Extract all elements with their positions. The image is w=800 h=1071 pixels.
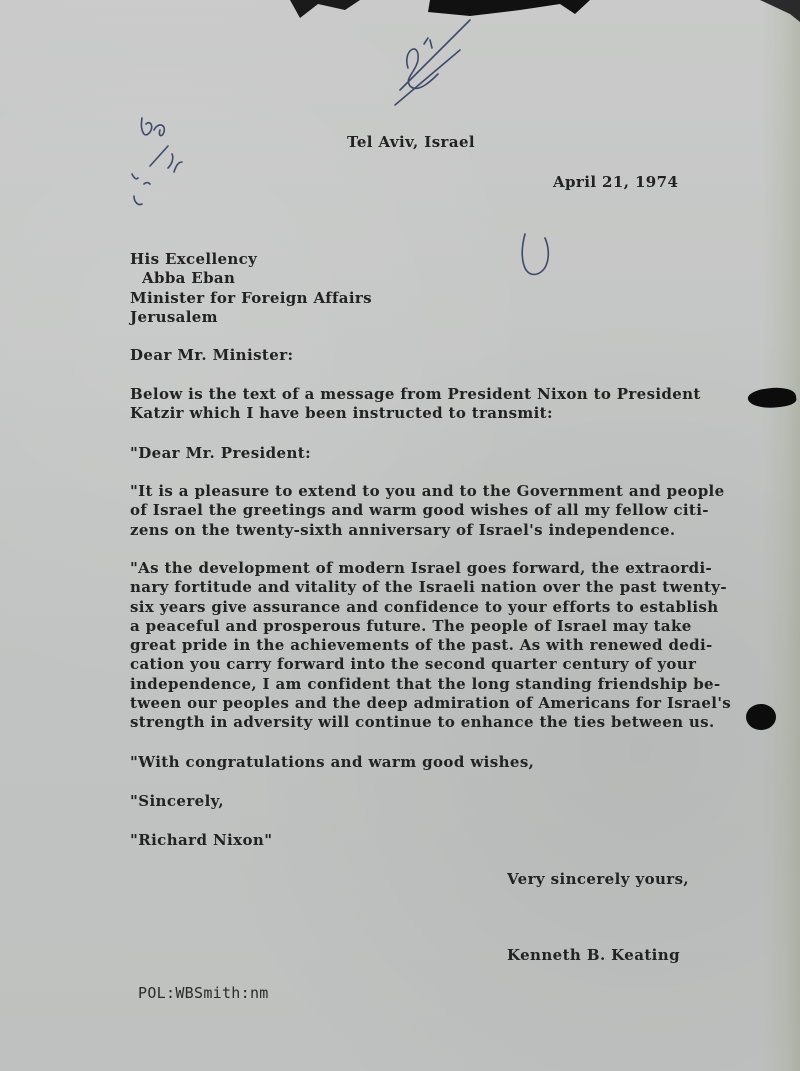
recipient-line: Abba Eban [142, 269, 236, 288]
message-sincerely: "Sincerely, [130, 792, 224, 810]
paper-edge-shadow [762, 0, 800, 1071]
paragraph-line: of Israel the greetings and warm good wishes of all my fellow citi- [130, 501, 709, 520]
intro-paragraph [130, 385, 730, 424]
message-signature: "Richard Nixon" [130, 831, 273, 849]
letter-signer: Kenneth B. Keating [507, 946, 680, 964]
paragraph-line: independence, I am confident that the long standing friendship be- [130, 674, 721, 693]
letter-closing: Very sincerely yours, [507, 870, 690, 888]
recipient-line: Minister for Foreign Affairs [130, 288, 372, 307]
paragraph-line: cation you carry forward into the second quarter century of your [130, 655, 697, 674]
message-paragraph-2 [130, 559, 730, 733]
message-salutation: "Dear Mr. President: [130, 444, 312, 462]
reference-initials: POL:WBSmith:nm [138, 984, 269, 1002]
paragraph-line: great pride in the achievements of the past. As with renewed dedi- [130, 636, 713, 655]
paragraph-line: zens on the twenty-sixth anniversary of Israel's independence. [130, 520, 676, 539]
letter-date: April 21, 1974 [553, 173, 679, 191]
intro-line: Katzir which I have been instructed to transmit: [130, 404, 553, 423]
ink-blot-bottom [746, 704, 776, 730]
paragraph-line: "As the development of modern Israel goes forward, the extraordi- [130, 559, 713, 577]
paragraph-line: six years give assurance and confidence to your efforts to establish [130, 597, 719, 616]
recipient-line: His Excellency [130, 250, 258, 268]
recipient-line: Jerusalem [130, 307, 218, 326]
paragraph-line: "It is a pleasure to extend to you and to the Government and people [130, 482, 725, 500]
paragraph-line: tween our peoples and the deep admiration of Americans for Israel's [130, 694, 732, 713]
message-paragraph-1 [130, 482, 730, 540]
paragraph-line: a peaceful and prosperous future. The people of Israel may take [130, 616, 692, 635]
intro-line: Below is the text of a message from President Nixon to President [130, 385, 701, 403]
handwritten-margin-notes [120, 110, 200, 220]
letter-place: Tel Aviv, Israel [347, 133, 476, 151]
handwritten-initials-mark [380, 10, 490, 120]
paragraph-line: nary fortitude and vitality of the Israeli nation over the past twenty- [130, 578, 727, 597]
message-closing: "With congratulations and warm good wishes, [130, 753, 535, 771]
salutation: Dear Mr. Minister: [130, 346, 294, 364]
recipient-block [130, 250, 730, 327]
paragraph-line: strength in adversity will continue to enhance the ties between us. [130, 713, 715, 732]
